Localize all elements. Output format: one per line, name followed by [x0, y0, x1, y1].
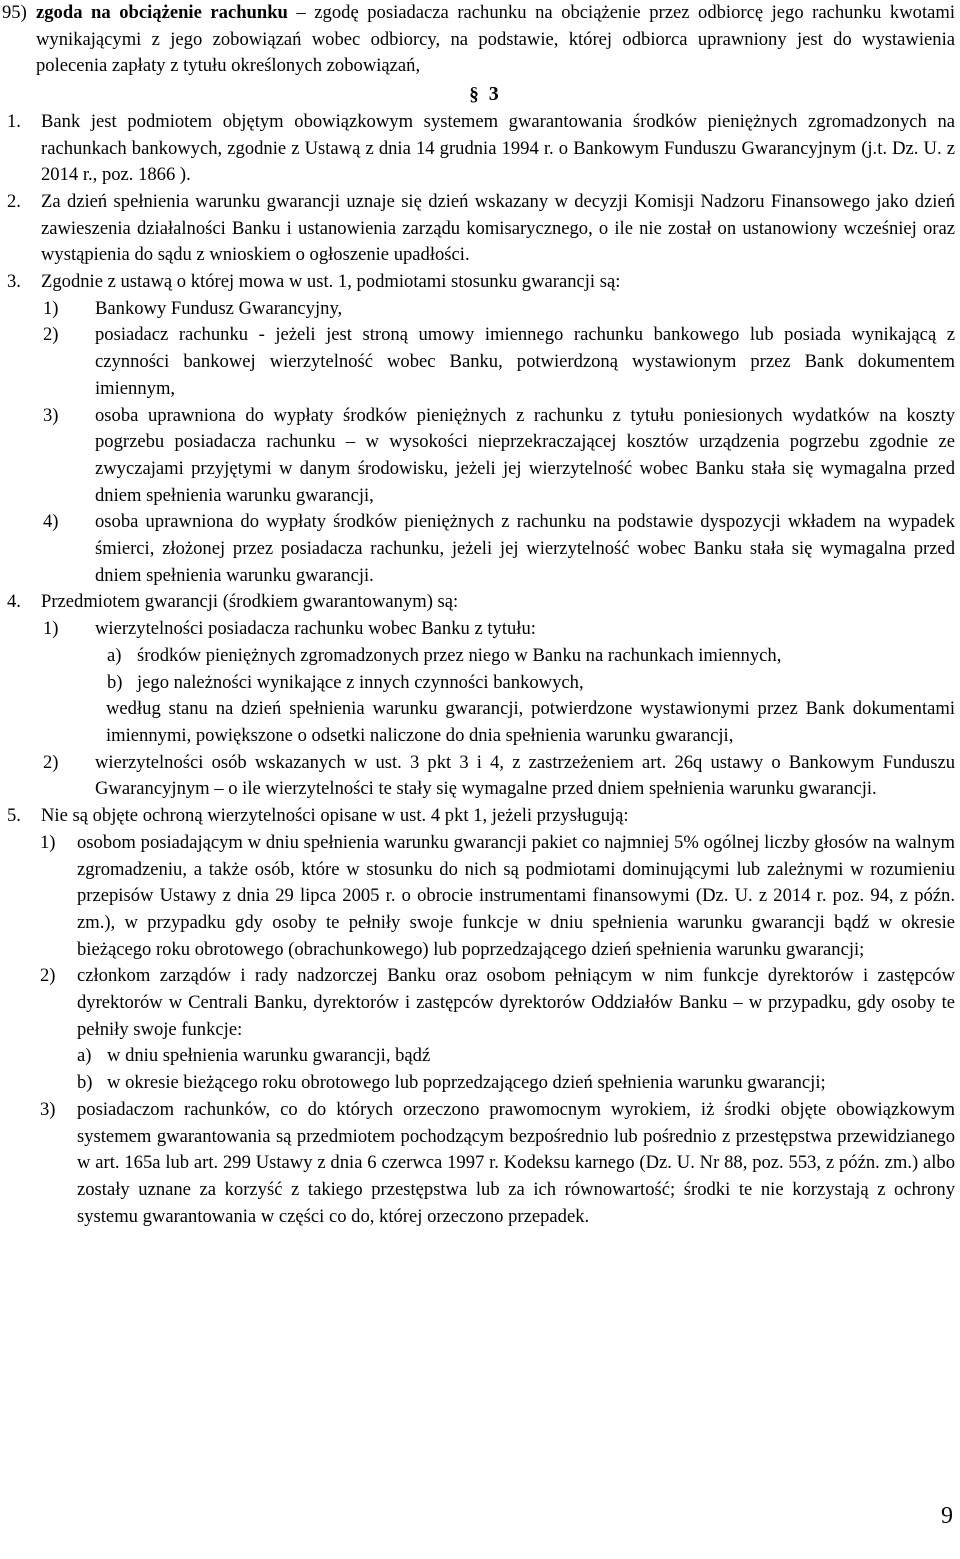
list-item-text: posiadacz rachunku - jeżeli jest stroną umowy imiennego rachunku bankowego lub posiada wynikającą z czynności bankowej wierzytelność wobec Banku, potwierdzoną wystawionym przez Bank dokumentem imiennym,	[95, 324, 955, 399]
list-item-marker: 3)	[43, 404, 59, 426]
sub-list-item-marker: b)	[107, 671, 123, 693]
paragraph-text: Zgodnie z ustawą o której mowa w ust. 1, podmiotami stosunku gwarancji są:	[41, 271, 621, 293]
defined-term: zgoda na obciążenie rachunku	[36, 2, 288, 23]
list-item	[43, 750, 955, 803]
list-continuation-text: według stanu na dzień spełnienia warunku gwarancji, potwierdzone wystawionymi przez Bank dokumentami imiennymi, powiększone o odsetki naliczone do dnia spełnienia warunku gwarancji,	[106, 698, 955, 746]
sub-list-item-text: środków pieniężnych zgromadzonych przez niego w Banku na rachunkach imiennych,	[137, 644, 782, 666]
list-item	[40, 1097, 955, 1231]
definition-body: – zgodę posiadacza rachunku na obciążenie przez odbiorcę jego rachunku kwotami wynikającymi z jego zobowiązań wobec odbiorcy, na podstawie, której odbiorca uprawniony jest do wystawienia polecenia zapłaty z tytułu określonych zobowiązań,	[36, 2, 955, 77]
list-item-text: wierzytelności osób wskazanych w ust. 3 pkt 3 i 4, z zastrzeżeniem art. 26q ustawy o Bankowym Funduszu Gwarancyjnym – o ile wierzytelności te stały się wymagalne przed dniem spełnienia warunku gwarancji.	[95, 751, 955, 800]
page-number: 9	[941, 1503, 953, 1529]
paragraph-marker: 5.	[7, 805, 21, 827]
paragraph-marker: 2.	[7, 190, 21, 212]
list-item-text: osobom posiadającym w dniu spełnienia warunku gwarancji pakiet co najmniej 5% ogólnej liczby głosów na walnym zgromadzeniu, a także osób, które w stosunku do nich są podmiotami dominującymi lub zależnymi w rozumieniu przepisów Ustawy z dnia 29 lipca 2005 r. o obrocie instrumentami finansowymi (Dz. U. z 2014 r. poz. 94, z późn. zm.), w przypadku gdy osoby te pełniły swoje funkcje w dniu spełnienia warunku gwarancji bądź w okresie bieżącego roku obrotowego (obrachunkowego) lub poprzedzającego dzień spełnienia warunku gwarancji;	[77, 831, 955, 960]
sub-list-item-marker: a)	[77, 1045, 92, 1067]
list-item-marker: 4)	[43, 511, 59, 533]
list-item	[43, 509, 955, 589]
sub-list-item-text: w okresie bieżącego roku obrotowego lub poprzedzającego dzień spełnienia warunku gwarancji;	[107, 1072, 826, 1094]
sub-list-item	[107, 643, 955, 670]
list-item-text: osoba uprawniona do wypłaty środków pieniężnych z rachunku z tytułu poniesionych wydatków na koszty pogrzebu posiadacza rachunku – w wysokości nieprzekraczającej kosztów urządzenia pogrzebu zgodnie ze zwyczajami przyjętymi w danym środowisku, jeżeli jej wierzytelność wobec Banku stała się wymagalna przed dniem spełnienia warunku gwarancji,	[95, 404, 955, 506]
section-number: 3	[488, 83, 499, 106]
sub-list-item-marker: b)	[77, 1072, 93, 1094]
paragraph-2	[7, 189, 955, 269]
list-item-text: osoba uprawniona do wypłaty środków pieniężnych z rachunku na podstawie dyspozycji wkładem na wypadek śmierci, złożonej przez posiadacza rachunku, jeżeli jej wierzytelność wobec Banku stała się wymagalna przed dniem spełnienia warunku gwarancji.	[95, 511, 955, 586]
sub-list-item-text: jego należności wynikające z innych czynności bankowych,	[137, 671, 584, 693]
list-item-marker: 1)	[43, 618, 59, 640]
list-item	[40, 963, 955, 1043]
list-item-text: Bankowy Fundusz Gwarancyjny,	[95, 297, 343, 319]
item-marker: 95)	[2, 2, 27, 23]
list-item-marker: 2)	[43, 751, 59, 773]
section-heading	[0, 81, 960, 109]
paragraph-marker: 4.	[7, 591, 21, 613]
list-item	[43, 322, 955, 402]
list-item-marker: 2)	[43, 324, 59, 346]
paragraph-5	[7, 803, 955, 830]
paragraph-text: Nie są objęte ochroną wierzytelności opisane w ust. 4 pkt 1, jeżeli przysługują:	[41, 805, 629, 827]
list-item	[43, 403, 955, 510]
list-item	[43, 296, 955, 323]
list-item-text: członkom zarządów i rady nadzorczej Banku oraz osobom pełniącym w nim funkcje dyrektorów i zastępców dyrektorów w Centrali Banku, dyrektorów i zastępców dyrektorów Oddziałów Banku – w przypadku, gdy osoby te pełniły swoje funkcje:	[77, 965, 955, 1040]
paragraph-1	[7, 109, 955, 189]
sub-list-item	[77, 1070, 955, 1097]
paragraph-3	[7, 269, 955, 296]
definition-item-95	[2, 0, 955, 80]
list-item-marker: 1)	[40, 831, 56, 853]
sub-list-item-text: w dniu spełnienia warunku gwarancji, bądź	[107, 1045, 431, 1067]
list-item-marker: 2)	[40, 965, 56, 987]
sub-list-item-marker: a)	[107, 644, 122, 666]
list-item-text: posiadaczom rachunków, co do których orzeczono prawomocnym wyrokiem, iż środki objęte obowiązkowym systemem gwarantowania są przedmiotem pochodzącym bezpośrednio lub pośrednio z przestępstwa przewidzianego w art. 165a lub art. 299 Ustawy z dnia 6 czerwca 1997 r. Kodeksu karnego (Dz. U. Nr 88, poz. 553, z późn. zm.) albo zostały uznane za korzyść z takiego przestępstwa lub za ich równowartość; środki te nie korzystają z ochrony systemu gwarantowania w części co do, której orzeczono przepadek.	[77, 1098, 955, 1227]
list-item-text: wierzytelności posiadacza rachunku wobec Banku z tytułu:	[95, 618, 536, 640]
sub-list-item	[107, 670, 955, 697]
paragraph-4	[7, 589, 955, 616]
definition-text	[36, 0, 955, 80]
paragraph-marker: 1.	[7, 110, 21, 132]
sub-list-item	[77, 1043, 955, 1070]
paragraph-text: Przedmiotem gwarancji (środkiem gwarantowanym) są:	[41, 591, 459, 613]
paragraph-text: Bank jest podmiotem objętym obowiązkowym systemem gwarantowania środków pieniężnych zgromadzonych na rachunkach bankowych, zgodnie z Ustawą z dnia 14 grudnia 1994 r. o Bankowym Funduszu Gwarancyjnym (j.t. Dz. U. z 2014 r., poz. 1866 ).	[41, 110, 955, 186]
list-item	[40, 830, 955, 964]
paragraph-marker: 3.	[7, 271, 21, 293]
list-item-marker: 1)	[43, 297, 59, 319]
section-sign: §	[469, 84, 479, 106]
list-item	[43, 616, 955, 643]
paragraph-text: Za dzień spełnienia warunku gwarancji uznaje się dzień wskazany w decyzji Komisji Nadzoru Finansowego jako dzień zawieszenia działalności Banku i ustanowienia zarządu komisarycznego, o ile nie został on ustanowiony wcześniej oraz wystąpienia do sądu z wnioskiem o ogłoszenie upadłości.	[41, 190, 955, 266]
list-item-marker: 3)	[40, 1098, 56, 1120]
